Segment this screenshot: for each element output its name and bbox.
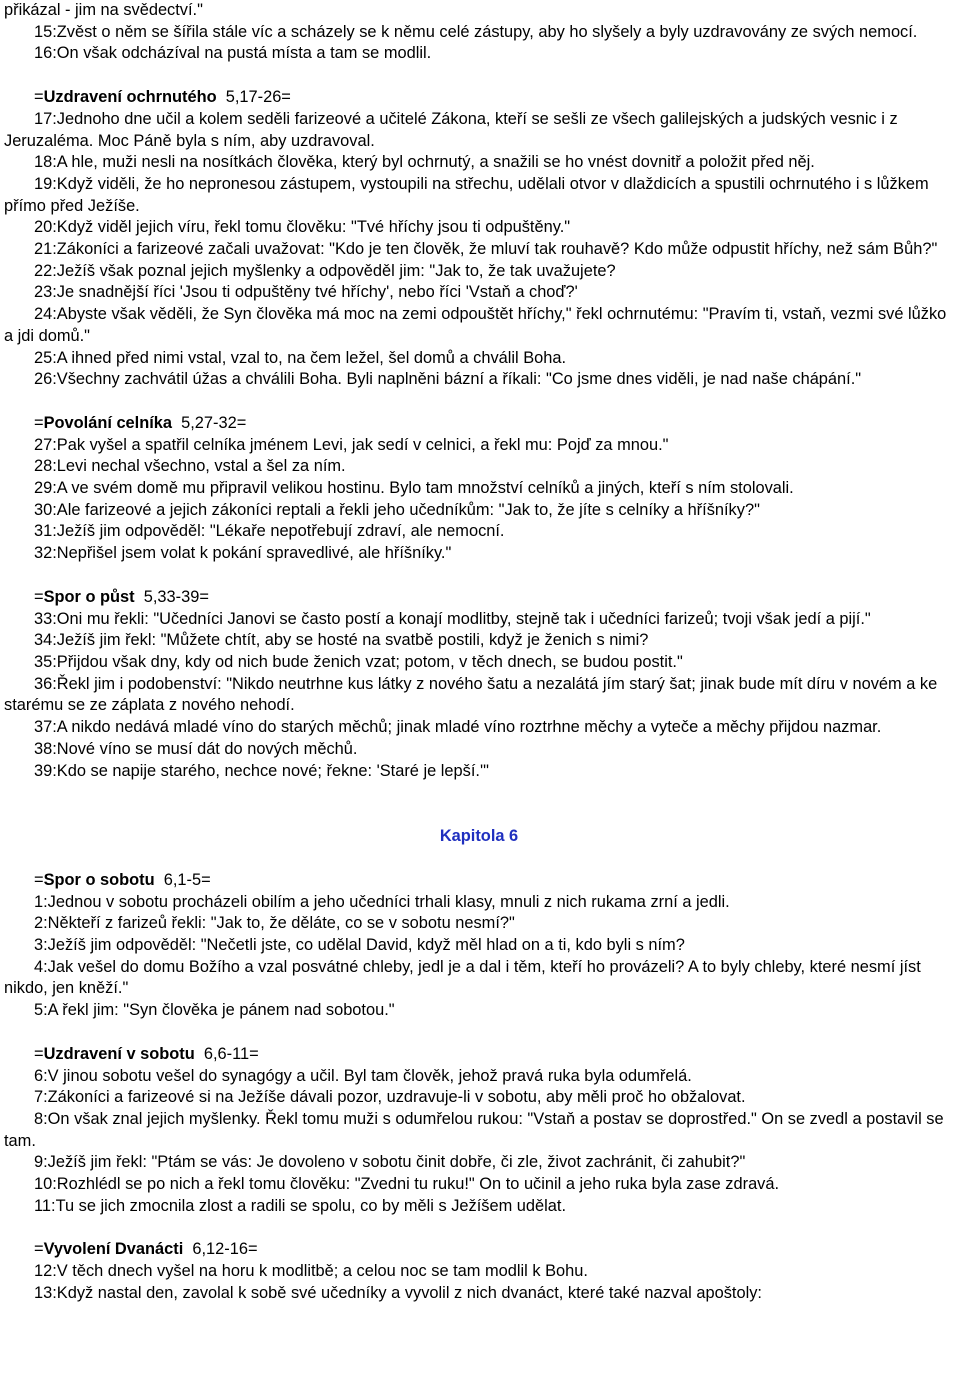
verse: 7:Zákoníci a farizeové si na Ježíše dávali pozor, uzdravuje-li v sobotu, aby měli proč ho obžalovat.	[34, 1088, 746, 1107]
verse: 9:Ježíš jim řekl: "Ptám se vás: Je dovoleno v sobotu činit dobře, či zle, život zachránit, či zahubit?"	[34, 1153, 746, 1172]
verse: 32:Nepřišel jsem volat k pokání spravedlivé, ale hříšníky."	[34, 544, 452, 563]
paragraph-gap	[4, 65, 954, 87]
section-heading-title: Povolání celníka	[43, 413, 173, 432]
verse: 15:Zvěst o něm se šířila stále víc a scházely se k němu celé zástupy, aby ho slyšely a byly uzdravovány ze svých nemocí.	[34, 22, 918, 41]
verse: 16:On však odcházíval na pustá místa a tam se modlil.	[34, 44, 432, 63]
verse: 24:Abyste však věděli, že Syn člověka má moc na zemi odpouštět hříchy," řekl ochrnutému: "Pravím ti, vstaň, vezmi své lůžko a jdi domů."	[4, 305, 947, 345]
section-heading	[4, 413, 954, 435]
verse: 36:Řekl jim i podobenství: "Nikdo neutrhne kus látky z nového šatu a nezalátá jím starý šat; jinak bude mít díru v novém a ke starému se ze záplata z nového nehodí.	[4, 674, 938, 715]
verse: 37:A nikdo nedává mladé víno do starých měchů; jinak mladé víno roztrhne měchy a vyteče a měchy přijdou nazmar.	[34, 718, 882, 737]
section-heading-title: Spor o sobotu	[43, 870, 155, 889]
verse: 5:A řekl jim: "Syn člověka je pánem nad sobotou."	[34, 1001, 395, 1020]
verse: 34:Ježíš jim řekl: "Můžete chtít, aby se hosté na svatbě postili, když je ženich s nimi?	[34, 631, 649, 650]
paragraph-gap	[4, 848, 954, 870]
verse: 17:Jednoho dne učil a kolem seděli farizeové a učitelé Zákona, kteří se sešli ze všech galilejských a judských vesnic i z Jeruzaléma. Moc Páně byla s ním, aby uzdravoval.	[4, 109, 898, 150]
verse: 11:Tu se jich zmocnila zlost a radili se spolu, co by měli s Ježíšem udělat.	[34, 1196, 567, 1215]
section-heading-prefix: =	[34, 870, 44, 889]
section-heading	[4, 1239, 954, 1261]
verse: 28:Levi nechal všechno, vstal a šel za ním.	[34, 457, 346, 476]
section-heading-ref: 5,27-32=	[181, 413, 247, 432]
section-heading-prefix: =	[34, 587, 44, 606]
verse: 35:Přijdou však dny, kdy od nich bude ženich vzat; potom, v těch dnech, se budou postit."	[34, 652, 683, 671]
verse: 12:V těch dnech vyšel na horu k modlitbě; a celou noc se tam modlil k Bohu.	[34, 1262, 588, 1281]
verse: 26:Všechny zachvátil úžas a chválili Boha. Byli naplněni bázní a říkali: "Co jsme dnes viděli, je nad naše chápání."	[34, 370, 862, 389]
continued-text: přikázal - jim na svědectví."	[4, 1, 203, 19]
section-heading-title: Spor o půst	[43, 587, 135, 606]
section-heading	[4, 870, 954, 892]
verse: 10:Rozhlédl se po nich a řekl tomu člověku: "Zvedni tu ruku!" On to učinil a jeho ruka byla zase zdravá.	[34, 1175, 780, 1194]
section-heading-prefix: =	[34, 413, 44, 432]
section-heading-title: Uzdravení ochrnutého	[43, 88, 217, 107]
paragraph-gap	[4, 565, 954, 587]
verse: 19:Když viděli, že ho nepronesou zástupem, vystoupili na střechu, udělali otvor v dlaždicích a spustili ochrnutého i s lůžkem přímo před Ježíše.	[4, 174, 929, 215]
section-heading-prefix: =	[34, 1044, 44, 1063]
verse: 29:A ve svém domě mu připravil velikou hostinu. Bylo tam množství celníků a jiných, kteří s ním stolovali.	[34, 479, 794, 498]
verse: 18:A hle, muži nesli na nosítkách člověka, který byl ochrnutý, a snažili se ho vnést dovnitř a položit před něj.	[34, 153, 815, 172]
paragraph-gap	[4, 1217, 954, 1239]
verse: 21:Zákoníci a farizeové začali uvažovat: "Kdo je ten člověk, že mluví tak rouhavě? Kdo může odpustit hříchy, než sám Bůh?"	[34, 240, 938, 259]
section-heading	[4, 1044, 954, 1066]
section-heading-title: Vyvolení Dvanácti	[43, 1240, 184, 1259]
section-heading-ref: 6,12-16=	[192, 1240, 258, 1259]
section-heading	[4, 87, 954, 109]
verse: 25:A ihned před nimi vstal, vzal to, na čem ležel, šel domů a chválil Boha.	[34, 348, 567, 367]
verse: 22:Ježíš však poznal jejich myšlenky a odpověděl jim: "Jak to, že tak uvažujete?	[34, 261, 616, 280]
section-heading-title: Uzdravení v sobotu	[43, 1044, 195, 1063]
verse: 30:Ale farizeové a jejich zákoníci reptali a řekli jeho učedníkům: "Jak to, že jíte s celníky a hříšníky?"	[34, 500, 760, 519]
chapter-heading: Kapitola 6	[439, 827, 519, 846]
verse: 39:Kdo se napije starého, nechce nové; řekne: 'Staré je lepší.'"	[34, 761, 489, 780]
verse: 3:Ježíš jim odpověděl: "Nečetli jste, co udělal David, když měl hlad on a ti, kdo byli s ním?	[34, 936, 685, 955]
verse: 6:V jinou sobotu vešel do synagógy a učil. Byl tam člověk, jehož pravá ruka byla odumřelá.	[34, 1066, 692, 1085]
verse: 4:Jak vešel do domu Božího a vzal posvátné chleby, jedl je a dal i těm, kteří ho provázeli? A to byly chleby, které nesmí jíst nikdo, jen kněží."	[4, 957, 921, 998]
verse: 8:On však znal jejich myšlenky. Řekl tomu muži s odumřelou rukou: "Vstaň a postav se doprostřed." On se zvedl a postavil se tam.	[4, 1109, 944, 1150]
verse: 23:Je snadnější říci 'Jsou ti odpuštěny tvé hříchy', nebo říci 'Vstaň a choď?'	[34, 283, 578, 302]
section-heading	[4, 587, 954, 609]
chapter-gap	[4, 782, 954, 826]
verse: 31:Ježíš jim odpověděl: "Lékaře nepotřebují zdraví, ale nemocní.	[34, 522, 505, 541]
verse: 20:Když viděl jejich víru, řekl tomu člověku: "Tvé hříchy jsou ti odpuštěny."	[34, 218, 571, 237]
verse: 27:Pak vyšel a spatřil celníka jménem Levi, jak sedí v celnici, a řekl mu: Pojď za mnou."	[34, 435, 669, 454]
section-heading-ref: 6,1-5=	[163, 870, 211, 889]
section-heading-ref: 5,33-39=	[143, 587, 209, 606]
verse: 1:Jednou v sobotu procházeli obilím a jeho učedníci trhali klasy, mnuli z nich rukama zrní a jedli.	[34, 892, 730, 911]
paragraph-gap	[4, 391, 954, 413]
verse: 38:Nové víno se musí dát do nových měchů.	[34, 739, 358, 758]
section-heading-prefix: =	[34, 88, 44, 107]
section-heading-ref: 6,6-11=	[203, 1044, 259, 1063]
paragraph-gap	[4, 1022, 954, 1044]
verse: 13:Když nastal den, zavolal k sobě své učedníky a vyvolil z nich dvanáct, které také nazval apoštoly:	[34, 1283, 762, 1302]
verse: 33:Oni mu řekli: "Učedníci Janovi se často postí a konají modlitby, stejně tak i učedníci farizeů; tvoji však jedí a pijí."	[34, 609, 871, 628]
section-heading-ref: 5,17-26=	[225, 88, 291, 107]
section-heading-prefix: =	[34, 1240, 44, 1259]
verse: 2:Někteří z farizeů řekli: "Jak to, že děláte, co se v sobotu nesmí?"	[34, 914, 515, 933]
